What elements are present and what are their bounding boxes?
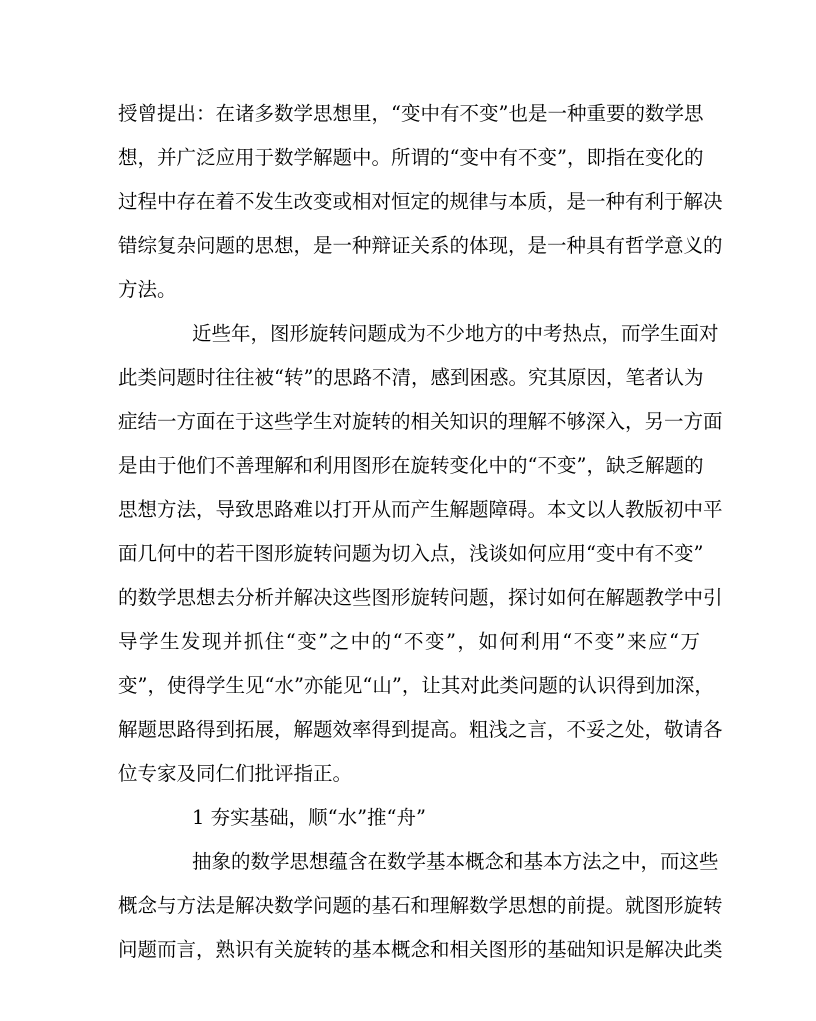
paragraph-first-line: 抽象的数学思想蕴含在数学基本概念和基本方法之中，而这些	[192, 850, 719, 873]
text-line: 解题思路得到拓展，解题效率得到提高。粗浅之言，不妥之处，敬请各	[118, 718, 723, 741]
paragraph-first-line: 近些年，图形旋转问题成为不少地方的中考热点，而学生面对	[192, 322, 719, 345]
section-heading: 1 夯实基础，顺“水”推“舟”	[192, 806, 426, 829]
text-line: 变”，使得学生见“水”亦能见“山”，让其对此类问题的认识得到加深，	[118, 674, 714, 697]
text-line: 思想方法，导致思路难以打开从而产生解题障碍。本文以人教版初中平	[118, 498, 723, 521]
text-line: 问题而言，熟识有关旋转的基本概念和相关图形的基础知识是解决此类	[118, 938, 723, 961]
text-line: 症结一方面在于这些学生对旋转的相关知识的理解不够深入，另一方面	[118, 410, 723, 433]
text-line: 错综复杂问题的思想，是一种辩证关系的体现，是一种具有哲学意义的	[118, 234, 723, 257]
text-line: 授曾提出：在诸多数学思想里，“变中有不变”也是一种重要的数学思	[118, 102, 704, 125]
text-line: 方法。	[118, 278, 177, 301]
text-line: 的数学思想去分析并解决这些图形旋转问题，探讨如何在解题教学中引	[118, 586, 723, 609]
text-line: 位专家及同仁们批评指正。	[118, 762, 353, 785]
text-line: 面几何中的若干图形旋转问题为切入点，浅谈如何应用“变中有不变”	[118, 542, 704, 565]
text-line: 导学生发现并抓住“变”之中的“不变”，如何利用“不变”来应“万	[118, 630, 700, 653]
text-line: 概念与方法是解决数学问题的基石和理解数学思想的前提。就图形旋转	[118, 894, 723, 917]
text-line: 过程中存在着不发生改变或相对恒定的规律与本质，是一种有利于解决	[118, 190, 723, 213]
text-line: 是由于他们不善理解和利用图形在旋转变化中的“不变”，缺乏解题的	[118, 454, 704, 477]
text-line: 想，并广泛应用于数学解题中。所谓的“变中有不变”，即指在变化的	[118, 146, 704, 169]
text-line: 此类问题时往往被“转”的思路不清，感到困惑。究其原因，笔者认为	[118, 366, 704, 389]
